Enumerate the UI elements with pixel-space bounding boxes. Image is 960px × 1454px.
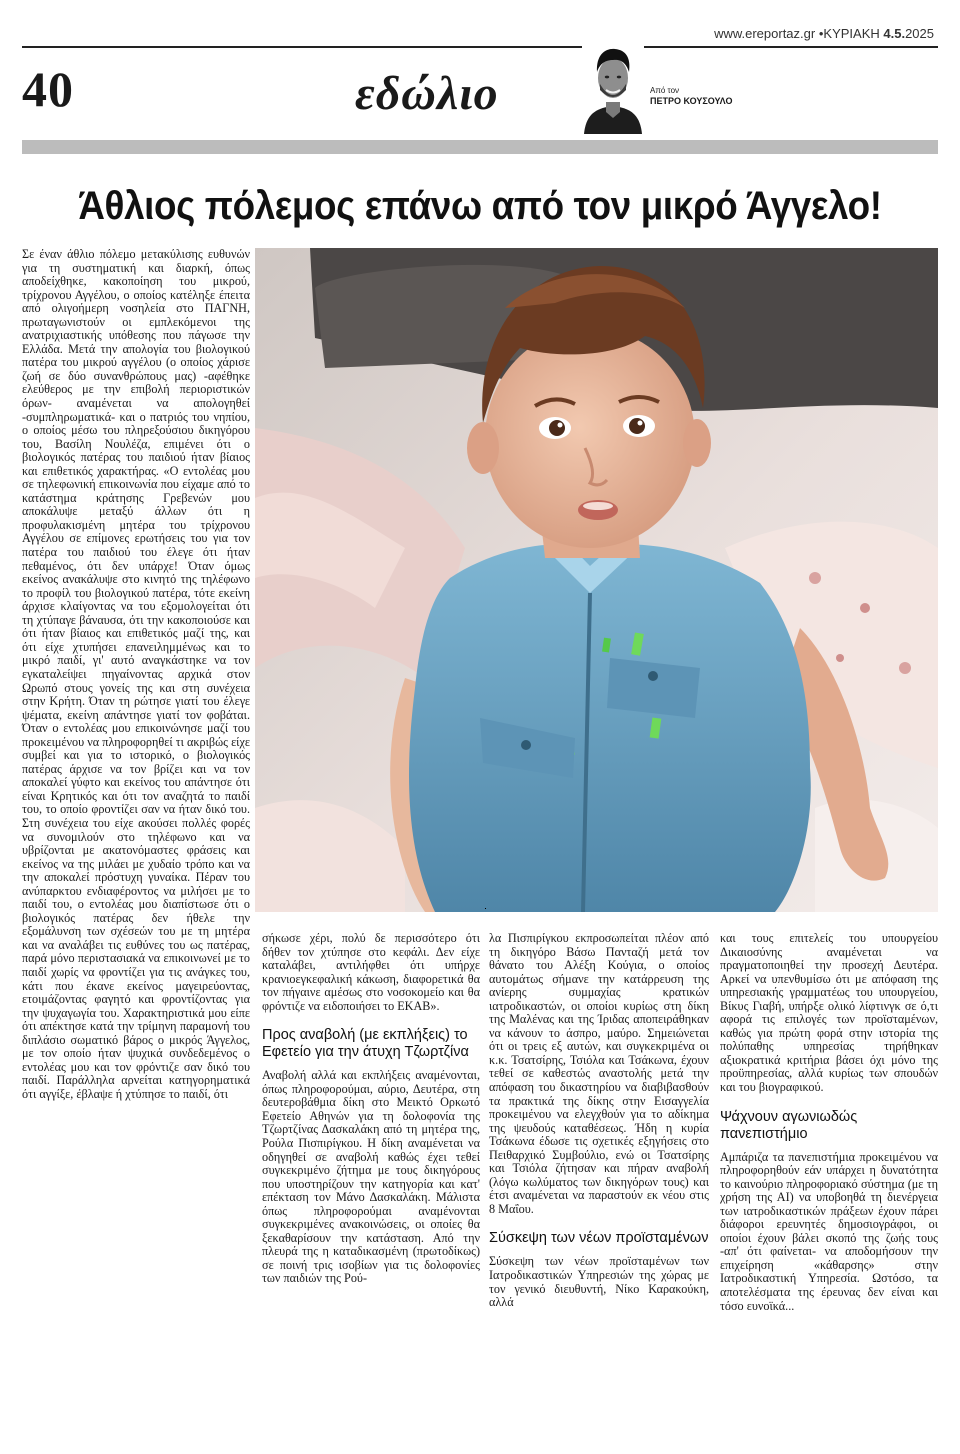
- author-name: ΠΕΤΡΟ ΚΟΥΣΟΥΛΟ: [650, 96, 733, 106]
- child-photo: [255, 248, 938, 912]
- date: 4.5.: [883, 26, 906, 41]
- site-date-line: [714, 26, 934, 41]
- column-1-text: Σε έναν άθλιο πόλεμο μετακύλισης ευθυνών για τη συστηματική και διαρκή, όπως αποδείχθηκε, κακοποίηση του μικρού, τρίχρονου Αγγέλου, ο οποίος κατέληξε έπειτα από ολιγοήμερη νοσηλεία στο ΠΑΓΝΗ, πρωταγωνιστούν οι εμπλεκόμενοι της ανατριχιαστικής υπόθεσης που πάγωσε την Ελλάδα. Μετά την απολογία του βιολογικού πατέρα του μικρού αγγέλου (ο οποίος χάρισε ζωή σε δύο συνανθρώπους μας) -αφέθηκε ελεύθερος με την επιβολή περιοριστικών όρων- αναμένεται να απολογηθεί -συμπληρωματικά- και ο πατριός του νηπίου, ο οποίος μέσω του πληρεξούσιου δικηγόρου του, Βασίλη Νουλέζα, επιμένει ότι ο βιολογικός πατέρας του παιδιού ήταν βίαιος και επιθετικός χαρακτήρας. «Ο εντολέας μου σε τηλεφωνική επικοινωνία που είχαμε από το κατάστημα κράτησης Γρεβενών μου αποκάλυψε μεταξύ άλλων ότι η προφυλακισμένη μητέρα του τρίχρονου Αγγέλου σε επίμονες ερωτήσεις του για τον πατέρα του παιδιού του έλεγε ότι ήταν πεθαμένος, ότι δεν υπάρχε! Όταν όμως εκείνος ανακάλυψε στο κινητό της τηλέφωνο το προφίλ του βιολογικού πατέρα, τότε εκείνη άρχισε κλαίγοντας να του εξομολογείται ότι τη χτύπαγε βάναυσα, ότι την κακοποιούσε και ότι ήταν βίαιος και επιθετικός μαζί της, και ότι είχε χτυπήσει επανειλημμένως και το μικρό παιδί, γι' αυτό αναγκάστηκε να τον εγκαταλείψει πηγαίνοντας αρχικά στον Ωρωπό στους γονείς της και στη συνέχεια στην Κρήτη. Όταν τη ρώτησε γιατί του έλεγε ψέματα, εκείνη απάντησε γιατί τον φοβάται. Όταν ο εντολέας μου επικοινώνησε μαζί του προκειμένου να πληροφορηθεί τι ακριβώς είχε συμβεί και για το ιστορικό, ο βιολογικός πατέρας άρχισε να τον βρίζει και να τον αποκαλεί γύφτο και εκείνος του απάντησε ότι είναι Κρητικός και ότι τον αναζητά το παιδί του, το οποίο φροντίζει σαν να ήταν δικό του. Στη συνέχεια του είχε ακούσει πολλές φορές να συνομιλούν στο τηλέφωνο και να υβρίζονται με ακατονόμαστες φράσεις και εκείνος να της μιλάει με χυδαίο τρόπο και να την αποκαλεί πρόστυχη γυναίκα. Πέραν του ανύπαρκτου ενδιαφέροντος να μιλήσει με το παιδί του, ο εντολέας μου διαπίστωσε ότι ο βιολογικός πατέρας δεν ήθελε την εξομάλυνση των σχέσεών του με τη μητέρα και να αναλάβει τις ευθύνες του ως πατέρας, παρά μόνο περιστασιακά να επικοινωνεί με το παιδί χωρίς να φροντίζει για τις ανάγκες του, κάτι που έκανε εκείνος μαγειρεύοντας, ετοιμάζοντας φαγητό και φροντίζοντας για την ψυχαγωγία του. Χαρακτηριστικά μου είπε ότι απέκτησε κατά την τρίμηνη παραμονή του διπλάσιο σωματικό βάρος ο μικρός Άγγελος, με τον οποίο ήταν ψυχικά συνδεδεμένος ο εντολέας μου και τον φρόντιζε σαν δικό του παιδί. Παράλληλα αρνείται κατηγορηματικά ότι αγγίξε, έβλαψε ή χτύπησε το παιδί, ότι: [22, 247, 250, 1101]
- author-prefix: Από τον: [650, 86, 680, 95]
- column-4-text-a: και τους επιτελείς του υπουργείου Δικαιοσύνης αναμένεται να πραγματοποιηθεί την προσεχή Δευτέρα. Αρκεί να υπενθυμίσω ότι με απόφαση της υπηρεσιακής γραμματέως του υπουργείου, Βίκυς Γιαβή, υπήρξε ολικό λίφτινγκ σε ό,τι αφορά τις επιλογές των προϊσταμένων, καθώς για πρώτη φορά στην ιστορία της πολύπαθης υπηρεσίας τηρήθηκαν αξιοκρατικά κριτήρια βάσει όχι μόνο της προϋπηρεσίας, αλλά κυρίως των σπουδών και του βιογραφικού.: [720, 931, 938, 1095]
- page-number: 40: [22, 61, 74, 117]
- year: 2025: [905, 26, 934, 41]
- article-column-4: [720, 932, 938, 1313]
- header-bar: [22, 140, 938, 154]
- subhead-meeting: Σύσκεψη των νέων προϊσταμένων: [489, 1230, 709, 1247]
- author-photo: [582, 40, 644, 134]
- column-4-text-b: Αμπάριζα τα πανεπιστήμια προκειμένου να πληροφορηθούν εάν υπάρχει η δυνατότητα το καινούριο πληροφοριακό σύστημα (με τη χρήση της ΑΙ) να υποβοηθά τη διενέργεια των ιατροδικαστικών πράξεων έχουν πάρει διάφοροι ερευνητές δημοσιογράφοι, οι οποίοι έχουν βάλει σκοπό της ζωής τους -απ' ότι φαίνεται- να αποδομήσουν την επιχείρηση «κάθαρσης» στην Ιατροδικαστική Υπηρεσία. Ωστόσο, τα αποτελέσματα της έρευνας δεν είναι και τόσο ευνοϊκά...: [720, 1149, 938, 1313]
- column-2-text-a: σήκωσε χέρι, πολύ δε περισσότερο ότι δήθεν τον χτύπησε στο κεφάλι. Δεν είχε καταλάβει, αντιλήφθει ότι υπήρχε κρανιοεγκεφαλική κάκωση, διαφορετικά θα τον πήγαινε αμέσως στο νοσοκομείο και θα φρόντιζε να ειδοποιήσει το ΕΚΑΒ».: [262, 931, 480, 1013]
- top-rule: [22, 46, 938, 48]
- column-2-text-b: Αναβολή αλλά και εκπλήξεις αναμένονται, όπως πληροφορούμαι, αύριο, Δευτέρα, στη δευτεροβάθμια δίκη στο Μεικτό Ορκωτό Εφετείο Αθηνών για τη δολοφονία της Τζωρτζίνας Δασκαλάκη από τη μητέρα της, Ρούλα Πισπιρίγκου. Η δίκη αναμένεται να οδηγηθεί σε αναβολή καθώς έχει τεθεί συγκεκριμένο ζήτημα με τους δικηγόρους που υποστηρίζουν την κατηγορία και κατ' επέκταση τον Μάνο Δασκαλάκη. Μάλιστα όπως πληροφορούμαι αναμένονται συγκεκριμένες ανακοινώσεις, οι οποίες θα ξεκαθαρίσουν την κατάσταση. Από την πλευρά της η καταδικασμένη (πρωτοδίκως) σε ποινή τρις ισοβίων για τις δολοφονίες των παιδιών της Ρού-: [262, 1068, 480, 1286]
- article-column-3: [489, 932, 709, 1310]
- bullet: •: [818, 26, 824, 41]
- headline: Άθλιος πόλεμος επάνω από τον μικρό Άγγελο!: [78, 184, 882, 228]
- article-column-1: [22, 248, 250, 1101]
- section-title: εδώλιο: [355, 67, 499, 120]
- author-byline: [650, 86, 732, 106]
- article-column-2: [262, 932, 480, 1286]
- subhead-university: Ψάχνουν αγωνιωδώς πανεπιστήμιο: [720, 1108, 858, 1142]
- day-name: ΚΥΡΙΑΚΗ: [823, 26, 880, 41]
- subhead-appeal-court: Προς αναβολή (με εκπλήξεις) το Εφετείο για την άτυχη Τζωρτζίνα: [262, 1027, 469, 1061]
- column-3-text-b: Σύσκεψη των νέων προϊσταμένων των Ιατροδικαστικών Υπηρεσιών της χώρας με τον γενικό διευθυντή, Νίκο Καρακούκη, αλλά: [489, 1254, 709, 1310]
- site-url[interactable]: www.ereportaz.gr: [714, 26, 816, 41]
- column-3-text-a: λα Πισπιρίγκου εκπροσωπείται πλέον από τη δικηγόρο Βάσω Πανταζή μετά τον θάνατο του Αλέξη Κούγια, ο οποίος αυτομάτως σήμανε την κατάρρευση της ανίερης συμμαχίας κρατικών ιατροδικαστών, οι οποίοι κυρίως στη δίκη της Μαλένας και της Ίριδας αποπειράθηκαν να κάνουν το άσπρο, μαύρο. Σημειώνεται ότι οι τρεις εξ αυτών, και συγκεκριμένα οι κ.κ. Τσατσίρης, Τσιόλα και Τσάκωνα, έχουν τεθεί σε καθεστώς αναστολής μετά την απόφαση του δικαστηρίου να διαβιβασθούν τα πρακτικά της δίκης στην Εισαγγελία προκειμένου να ελεγχθούν για το αδίκημα της ψευδούς καταθέσεως. Ήδη η κυρία Τσάκωνα έδωσε τις σχετικές εξηγήσεις στο Πειθαρχικό Συμβούλιο, ενώ οι Τσατσίρης και Τσιόλα ζήτησαν και πήραν αναβολή (λόγω κωλύματος των δικηγόρων τους) και έτσι αναμένεται να παραστούν εκ νέου στις 8 Μαΐου.: [489, 931, 709, 1216]
